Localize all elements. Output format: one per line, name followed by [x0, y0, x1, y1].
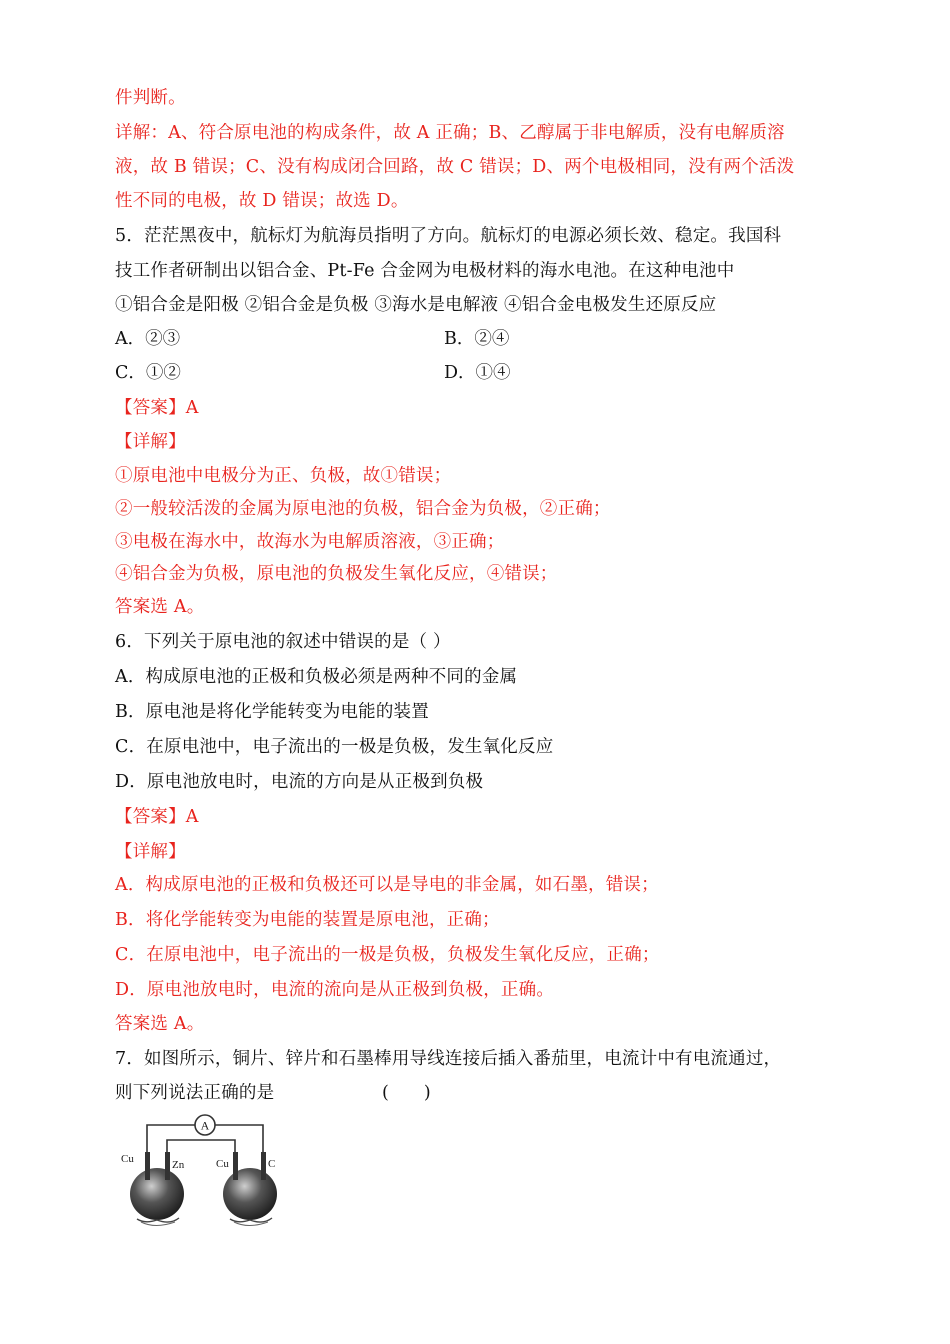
q5-option-b: B．②④	[444, 329, 510, 349]
q6-option-b: B．原电池是将化学能转变为电能的装置	[115, 702, 429, 722]
q4-explanation-line-1: 件判断。	[115, 88, 186, 108]
q5-option-d: D．①④	[444, 363, 511, 383]
wire-middle	[167, 1140, 235, 1152]
q6-option-c: C．在原电池中，电子流出的一极是负极，发生氧化反应	[115, 737, 554, 757]
q4-explanation-line-3: 液，故 B 错误；C、没有构成闭合回路，故 C 错误；D、两个电极相同，没有两个活泼	[115, 157, 795, 177]
q6-detail-1: A．构成原电池的正极和负极还可以是导电的非金属，如石墨，错误；	[115, 875, 659, 895]
q6-detail-heading: 【详解】	[115, 842, 186, 862]
q5-detail-heading: 【详解】	[115, 432, 186, 452]
q4-explanation-line-2: 详解：A、符合原电池的构成条件，故 A 正确；B、乙醇属于非电解质，没有电解质溶	[115, 123, 785, 143]
q4-explanation-line-4: 性不同的电极，故 D 错误；故选 D。	[115, 191, 409, 211]
label-cu-left: Cu	[121, 1153, 134, 1165]
q7-stem-line-1: 7．如图所示，铜片、锌片和石墨棒用导线连接后插入番茄里，电流计中有电流通过，	[115, 1049, 782, 1069]
tomato-battery-figure	[115, 1112, 290, 1237]
wire-right	[215, 1125, 263, 1152]
q5-detail-4: ④铝合金为负极，原电池的负极发生氧化反应，④错误；	[115, 564, 558, 584]
cu-electrode-left	[145, 1152, 150, 1180]
q6-answer: 【答案】A	[115, 807, 199, 827]
q5-detail-3: ③电极在海水中，故海水为电解质溶液，③正确；	[115, 532, 505, 552]
q5-detail-1: ①原电池中电极分为正、负极，故①错误；	[115, 466, 452, 486]
q6-detail-3: C．在原电池中，电子流出的一极是负极，负极发生氧化反应，正确；	[115, 945, 660, 965]
q5-stem-line-2: 技工作者研制出以铝合金、Pt-Fe 合金网为电极材料的海水电池。在这种电池中	[115, 261, 735, 281]
q5-answer: 【答案】A	[115, 398, 199, 418]
tomato-right-icon	[223, 1168, 277, 1220]
zn-electrode	[165, 1152, 170, 1180]
label-zn: Zn	[172, 1159, 185, 1171]
c-electrode	[261, 1152, 266, 1180]
q6-option-d: D．原电池放电时，电流的方向是从正极到负极	[115, 772, 484, 792]
q5-detail-2: ②一般较活泼的金属为原电池的负极，铝合金为负极，②正确；	[115, 499, 611, 519]
q7-answer-blank: ( )	[382, 1083, 431, 1103]
label-cu-right: Cu	[216, 1158, 229, 1170]
cu-electrode-right	[233, 1152, 238, 1180]
q5-conclusion: 答案选 A。	[115, 597, 205, 617]
q6-detail-4: D．原电池放电时，电流的流向是从正极到负极，正确。	[115, 980, 555, 1000]
ammeter-label: A	[200, 1118, 210, 1133]
q6-conclusion: 答案选 A。	[115, 1014, 205, 1034]
q6-stem: 6．下列关于原电池的叙述中错误的是（ ）	[115, 632, 451, 652]
q7-stem-line-2: 则下列说法正确的是	[115, 1083, 275, 1103]
q5-option-a: A．②③	[115, 329, 181, 349]
label-c: C	[268, 1158, 276, 1170]
q5-stem-line-1: 5．茫茫黑夜中，航标灯为航海员指明了方向。航标灯的电源必须长效、稳定。我国科	[115, 226, 782, 246]
q6-option-a: A．构成原电池的正极和负极必须是两种不同的金属	[115, 667, 518, 687]
wire-left	[147, 1125, 195, 1152]
tomato-left-icon	[130, 1168, 184, 1220]
q5-stem-line-3: ①铝合金是阳极 ②铝合金是负极 ③海水是电解液 ④铝合金电极发生还原反应	[115, 295, 717, 315]
q6-detail-2: B．将化学能转变为电能的装置是原电池，正确；	[115, 910, 500, 930]
q5-option-c: C．①②	[115, 363, 181, 383]
